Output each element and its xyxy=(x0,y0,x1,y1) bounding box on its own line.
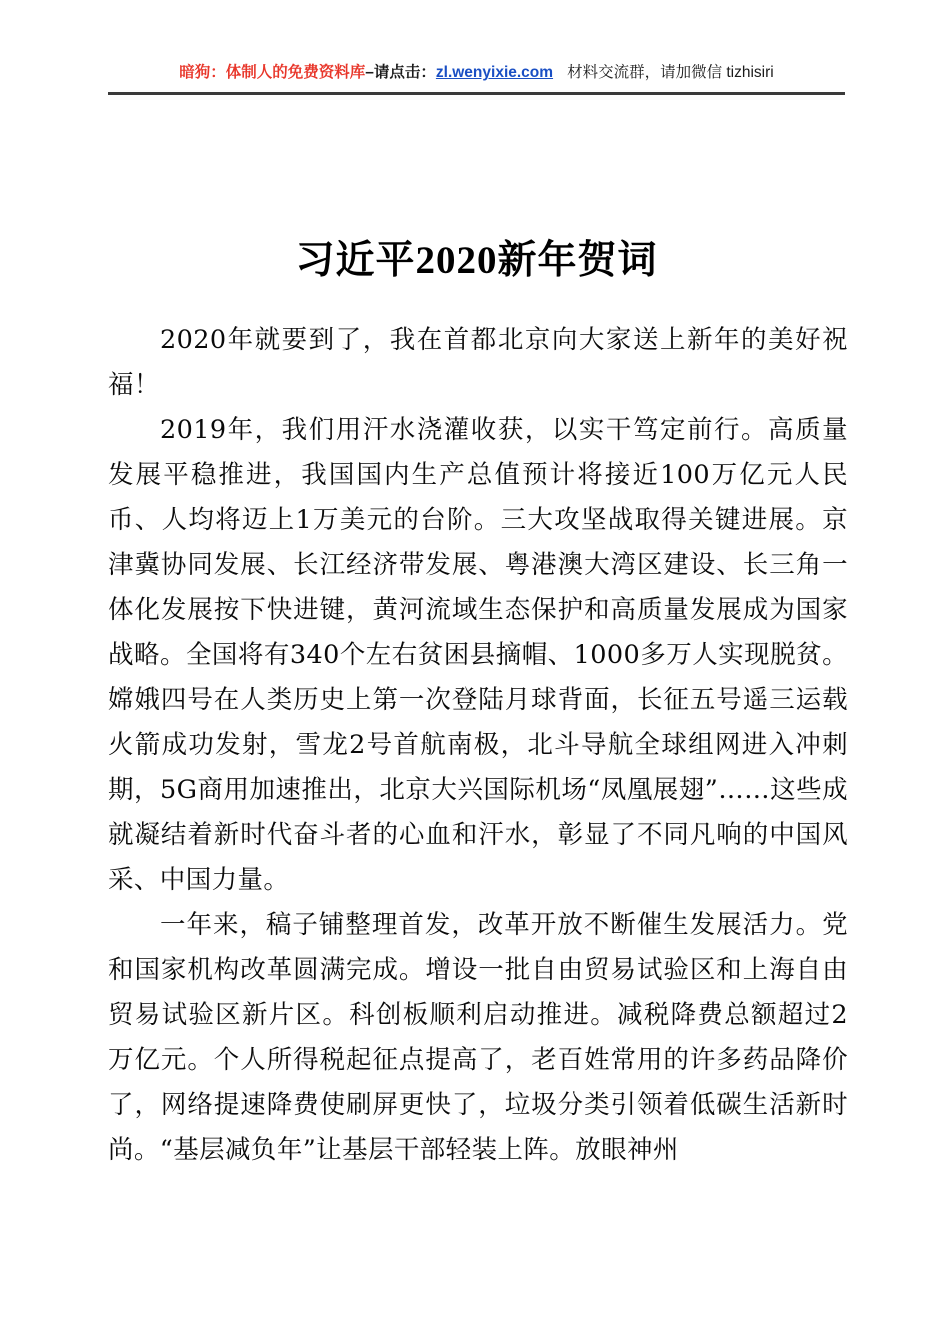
body-paragraph: 2020年就要到了，我在首都北京向大家送上新年的美好祝福！ xyxy=(108,325,848,400)
promo-brand-text: 暗狗：体制人的免费资料库 xyxy=(179,64,366,81)
body-paragraph: 一年来，稿子铺整理首发，改革开放不断催生发展活力。党和国家机构改革圆满完成。增设一批自由贸易试验区和上海自由贸易试验区新片区。科创板顺利启动推进。减税降费总额超过2万亿元。个人所得税起征点提高了，老百姓常用的许多药品降价了，网络提速降费使刷屏更快了，垃圾分类引领着低碳生活新时尚。“基层减负年”让基层干部轻装上阵。放眼神州 xyxy=(108,910,848,1165)
promo-contact-text: 材料交流群，请加微信 tizhisiri xyxy=(567,64,774,81)
promo-click-prompt: –请点击： xyxy=(365,64,436,81)
document-title: 习近平2020新年贺词 xyxy=(295,239,658,283)
promo-header-banner xyxy=(108,62,845,84)
promo-link[interactable]: zl.wenyixie.com xyxy=(435,64,554,81)
header-divider-rule xyxy=(108,92,845,95)
document-body xyxy=(108,318,848,1173)
promo-header-line xyxy=(108,62,845,84)
body-paragraph: 2019年，我们用汗水浇灌收获，以实干笃定前行。高质量发展平稳推进，我国国内生产总值预计将接近100万亿元人民币、人均将迈上1万美元的台阶。三大攻坚战取得关键进展。京津冀协同发展、长江经济带发展、粤港澳大湾区建设、长三角一体化发展按下快进键，黄河流域生态保护和高质量发展成为国家战略。全国将有340个左右贫困县摘帽、1000多万人实现脱贫。嫦娥四号在人类历史上第一次登陆月球背面，长征五号遥三运载火箭成功发射，雪龙2号首航南极，北斗导航全球组网进入冲刺期，5G商用加速推出，北京大兴国际机场“凤凰展翅”……这些成就凝结着新时代奋斗者的心血和汗水，彰显了不同凡响的中国风采、中国力量。 xyxy=(108,415,848,895)
